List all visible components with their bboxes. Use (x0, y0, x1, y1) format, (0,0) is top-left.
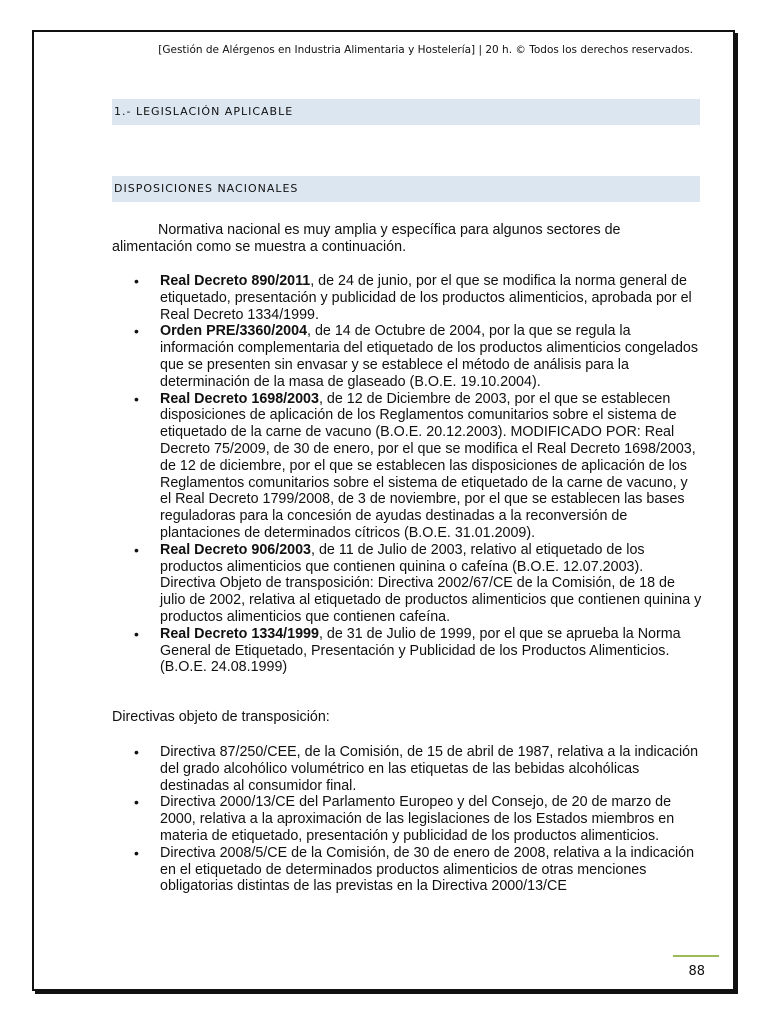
document-page (32, 30, 735, 991)
regulation-description: , de 14 de Octubre de 2004, por la que se regula la información complementaria del etiquetado de los productos alimenticios congelados que se presenten sin envasar y se establece el método de análisis para la determinación de la masa de glaseado (B.O.E. 19.10.2004). (160, 323, 699, 390)
regulation-title: Real Decreto 1698/2003 (160, 390, 319, 407)
directive-text: Directiva 87/250/CEE, de la Comisión, de 15 de abril de 1987, relativa a la indicación del grado alcohólico volumétrico en las etiquetas de las bebidas alcohólicas destinadas al consumidor final. (160, 744, 699, 794)
regulation-title: Real Decreto 890/2011 (160, 273, 311, 289)
intro-paragraph: Normativa nacional es muy amplia y específica para algunos sectores de alimentación como se muestra a continuación. (112, 222, 621, 255)
page-number: 88 (688, 964, 705, 979)
footer-divider (673, 955, 719, 957)
list-item (112, 542, 702, 626)
list-item (112, 391, 702, 542)
bullet-icon: • (134, 323, 139, 340)
list-item (112, 794, 702, 844)
bullet-icon: • (134, 390, 139, 407)
bullet-icon: • (134, 625, 139, 642)
regulation-description: , de 31 de Julio de 1999, por el que se aprueba la Norma General de Etiquetado, Presentación y Publicidad de los Productos Alimenticios. (B.O.E. 24.08.1999) (160, 625, 681, 676)
bullet-icon: • (134, 541, 139, 558)
regulation-description: , de 11 de Julio de 2003, relativo al etiquetado de los productos alimenticios que contienen quinina o cafeína (B.O.E. 12.07.2003). Directiva Objeto de transposición: Directiva 2002/67/CE de la Comisión, de 18 de julio de 2002, relativa al etiquetado de productos alimenticios que contienen quinina y productos alimenticios que contienen cafeína. (160, 541, 702, 625)
bullet-icon: • (134, 273, 139, 289)
list-item (112, 744, 702, 794)
regulation-description: , de 24 de junio, por el que se modifica la norma general de etiquetado, presentación y publicidad de los productos alimenticios, aprobada por el Real Decreto 1334/1999. (160, 273, 692, 323)
list-item (112, 845, 702, 895)
directive-text: Directiva 2008/5/CE de la Comisión, de 30 de enero de 2008, relativa a la indicación en el etiquetado de determinados productos alimenticios de otras menciones obligatorias distintas de las previstas en la Directiva 2000/13/CE (160, 844, 695, 895)
directives-heading: Directivas objeto de transposición: (112, 709, 330, 725)
running-header: [Gestión de Alérgenos en Industria Alimentaria y Hostelería] | 20 h. © Todos los derechos reservados. (158, 44, 693, 56)
list-item (112, 273, 702, 323)
national-regulations-list (112, 273, 702, 676)
regulation-description: , de 12 de Diciembre de 2003, por el que se establecen disposiciones de aplicación de los Reglamentos comunitarios sobre el sistema de etiquetado de la carne de vacuno (B.O.E. 20.12.2003). MODIFICADO POR: Real Decreto 75/2009, de 30 de enero, por el que se modifica el Real Decreto 1698/2003, de 12 de diciembre, por el que se establecen las disposiciones de aplicación de los Reglamentos comunitarios sobre el sistema de etiquetado de la carne de vacuno, y el Real Decreto 1799/2008, de 3 de noviembre, por el que se establecen las bases reguladoras para la concesión de ayudas destinadas a la reconversión de plantaciones de determinados cítricos (B.O.E. 31.01.2009). (160, 390, 696, 541)
regulation-title: Real Decreto 1334/1999 (160, 625, 319, 642)
bullet-icon: • (134, 794, 139, 811)
section-heading-legislacion: 1.- LEGISLACIÓN APLICABLE (112, 99, 700, 125)
bullet-icon: • (134, 844, 139, 861)
regulation-title: Orden PRE/3360/2004 (160, 323, 308, 340)
directive-text: Directiva 2000/13/CE del Parlamento Europeo y del Consejo, de 20 de marzo de 2000, relativa a la aproximación de las legislaciones de los Estados miembros en materia de etiquetado, presentación y publicidad de los productos alimenticios. (160, 794, 675, 844)
bullet-icon: • (134, 744, 139, 760)
list-item (112, 626, 702, 676)
directives-list (112, 744, 702, 895)
list-item (112, 323, 702, 390)
section-heading-disposiciones: DISPOSICIONES NACIONALES (112, 176, 700, 202)
regulation-title: Real Decreto 906/2003 (160, 541, 312, 558)
